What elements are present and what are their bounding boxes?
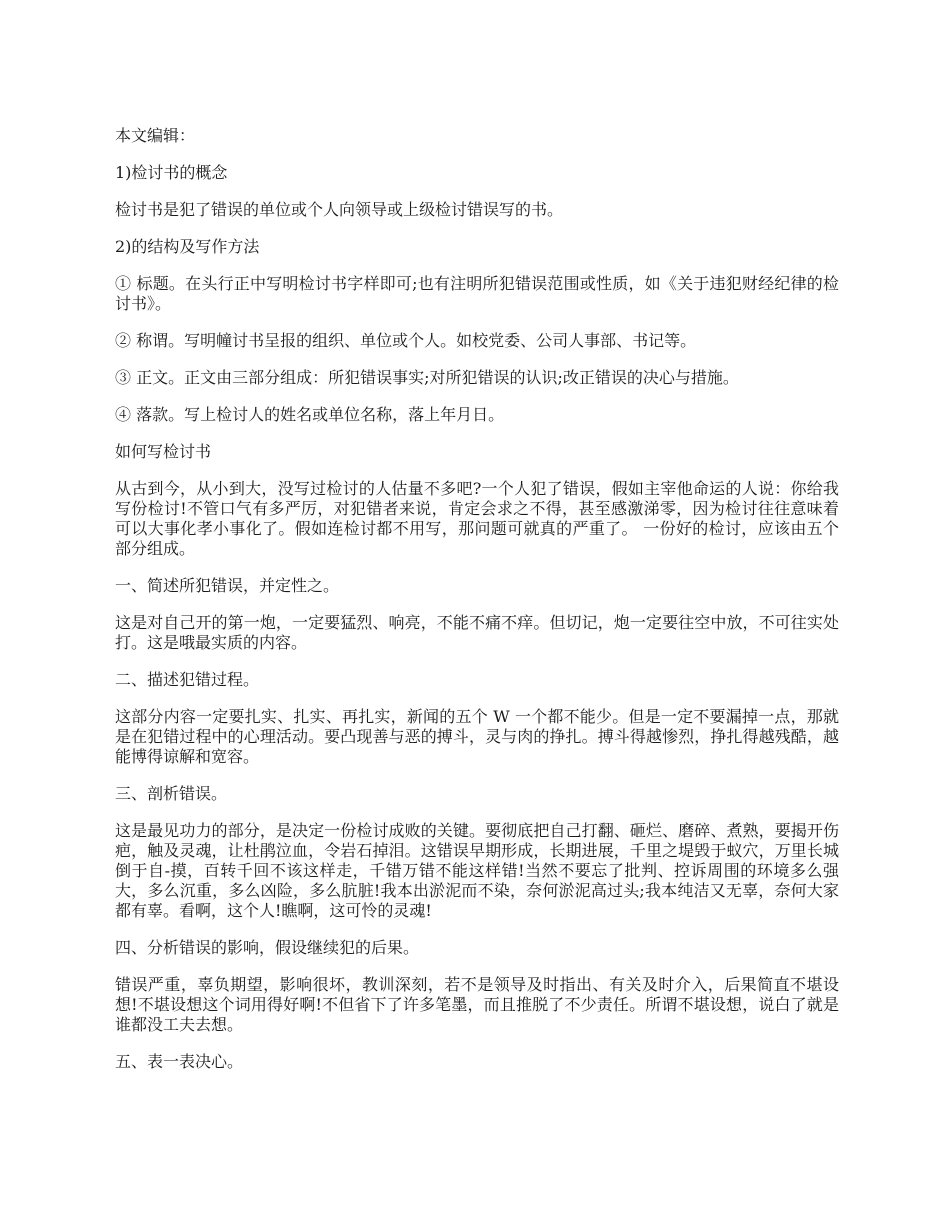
part-paragraph-1: 这是对自己开的第一炮，一定要猛烈、响亮，不能不痛不痒。但切记，炮一定要往空中放，不可往实处打。这是哦最实质的内容。 xyxy=(115,613,839,652)
part-heading-1: 一、简述所犯错误，并定性之。 xyxy=(115,576,340,595)
part-heading-2: 二、描述犯错过程。 xyxy=(115,670,260,689)
section-heading-concept: 1)检讨书的概念 xyxy=(115,163,228,182)
structure-item-title: ① 标题。在头行正中写明检讨书字样即可;也有注明所犯错误范围或性质，如《关于违犯财经纪律的检讨书》。 xyxy=(115,274,839,313)
concept-paragraph: 检讨书是犯了错误的单位或个人向领导或上级检讨错误写的书。 xyxy=(115,200,564,219)
structure-item-salutation: ② 称谓。写明幢讨书呈报的组织、单位或个人。如校党委、公司人事部、书记等。 xyxy=(115,331,697,350)
structure-item-signature: ④ 落款。写上检讨人的姓名或单位名称，落上年月日。 xyxy=(115,405,505,424)
part-paragraph-4: 错误严重，辜负期望，影响很坏，教训深刻，若不是领导及时指出、有关及时介入，后果简直不堪设想!不堪设想这个词用得好啊!不但省下了许多笔墨，而且推脱了不少责任。所谓不堪设想，说白了就是谁都没工夫去想。 xyxy=(115,975,839,1034)
part-heading-4: 四、分析错误的影响，假设继续犯的后果。 xyxy=(115,938,420,957)
editor-label: 本文编辑： xyxy=(115,126,196,145)
section-heading-how-to: 如何写检讨书 xyxy=(115,442,212,461)
intro-paragraph: 从古到今，从小到大，没写过检讨的人估量不多吧?一个人犯了错误，假如主宰他命运的人说：你给我写份检讨!不管口气有多严厉，对犯错者来说，肯定会求之不得，甚至感激涕零，因为检讨往往意味着可以大事化孝小事化了。假如连检讨都不用写，那问题可就真的严重了。 一份好的检讨，应该由五个部分组成。 xyxy=(115,479,839,558)
section-heading-structure: 2)的结构及写作方法 xyxy=(115,237,260,256)
part-heading-3: 三、剖析错误。 xyxy=(115,784,228,803)
part-paragraph-2: 这部分内容一定要扎实、扎实、再扎实，新闻的五个 W 一个都不能少。但是一定不要漏掉一点，那就是在犯错过程中的心理活动。要凸现善与恶的搏斗，灵与肉的挣扎。搏斗得越惨烈，挣扎得越残酷，越能博得谅解和宽容。 xyxy=(115,707,839,766)
structure-item-body: ③ 正文。正文由三部分组成：所犯错误事实;对所犯错误的认识;改正错误的决心与措施。 xyxy=(115,368,739,387)
document-body xyxy=(115,126,839,1089)
part-heading-5: 五、表一表决心。 xyxy=(115,1052,244,1071)
part-paragraph-3: 这是最见功力的部分，是决定一份检讨成败的关键。要彻底把自己打翻、砸烂、磨碎、煮熟，要揭开伤疤，触及灵魂，让杜鹃泣血，令岩石掉泪。这错误早期形成，长期进展，千里之堤毁于蚁穴，万里长城倒于自-摸，百转千回不该这样走，千错万错不能这样错!当然不要忘了批判、控诉周围的环境多么强大，多么沉重，多么凶险，多么肮脏!我本出淤泥而不染，奈何淤泥高过头;我本纯洁又无辜，奈何大家都有辜。看啊，这个人!瞧啊，这可怜的灵魂! xyxy=(115,821,839,920)
